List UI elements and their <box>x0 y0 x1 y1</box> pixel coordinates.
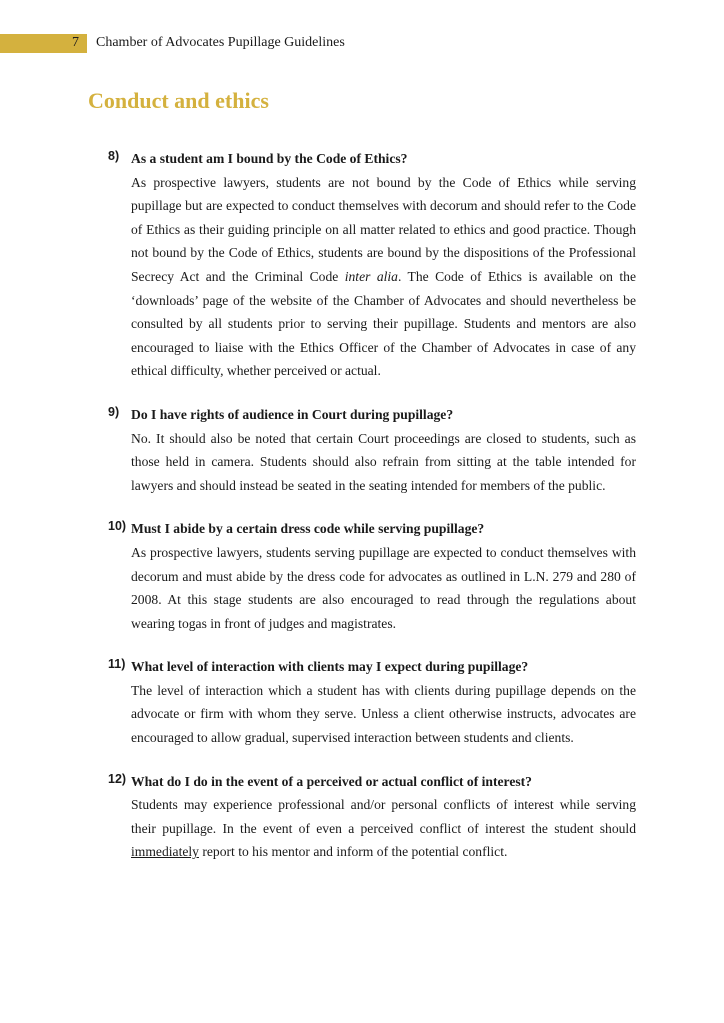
faq-answer <box>131 171 636 383</box>
faq-number: 11) <box>108 657 126 672</box>
faq-answer: The level of interaction which a student has with clients during pupillage depends on the advocate or firm with whom they serve. Unless a client otherwise instructs, advocates are encouraged to allow gradual, supervised interaction between students and clients. <box>131 682 636 746</box>
faq-number: 9) <box>108 404 120 419</box>
faq-answer <box>131 793 636 864</box>
answer-italic-text: inter alia <box>344 268 398 284</box>
running-header-title: Chamber of Advocates Pupillage Guidelines <box>96 35 345 50</box>
section-title: Conduct and ethics <box>88 88 269 113</box>
page-number: 7 <box>72 35 79 50</box>
answer-text: report to his mentor and inform of the potential conflict. <box>198 844 508 860</box>
faq-question: Must I abide by a certain dress code while serving pupillage? <box>131 521 485 537</box>
faq-number: 8) <box>108 149 120 163</box>
faq-question: What do I do in the event of a perceived or actual conflict of interest? <box>131 773 532 789</box>
faq-question: What level of interaction with clients may I expect during pupillage? <box>131 659 529 675</box>
faq-list <box>108 147 638 884</box>
faq-answer: No. It should also be noted that certain Court proceedings are closed to students, such as those held in camera. Students should also refrain from sitting at the table intended for lawyers and should instead be seated in the seating intended for members of the public. <box>131 430 636 493</box>
faq-question: As a student am I bound by the Code of Ethics? <box>131 151 408 166</box>
faq-item <box>108 517 638 635</box>
faq-question: Do I have rights of audience in Court during pupillage? <box>131 406 454 422</box>
faq-item <box>108 403 638 497</box>
faq-answer: As prospective lawyers, students serving pupillage are expected to conduct themselves with decorum and must abide by the dress code for advocates as outlined in L.N. 279 and 280 of 2008. At this stage students are also encouraged to read through the regulations about wearing togas in front of judges and magistrates. <box>131 544 636 631</box>
faq-item <box>108 655 638 749</box>
answer-text: Students may experience professional and/or personal conflicts of interest while serving their pupillage. In the event of even a perceived conflict of interest the student should <box>131 797 636 836</box>
faq-item <box>108 770 638 864</box>
faq-item <box>108 147 638 383</box>
header-accent-bar <box>0 34 87 53</box>
answer-text: As prospective lawyers, students are not bound by the Code of Ethics while serving pupillage but are expected to conduct themselves with decorum and should refer to the Code of Ethics as their guiding principle on all matter related to ethics and good practice. Though not bound by the Code of Ethics, students are bound by the dispositions of the Professional Secrecy Act and the Criminal Code <box>131 174 636 284</box>
answer-text: . The Code of Ethics is available on the ‘downloads’ page of the website of the Chamber of Advocates and should nevertheless be consulted by all students prior to serving their pupillage. Students and mentors are also encouraged to liaise with the Ethics Officer of the Chamber of Advocates in case of any ethical difficulty, whether perceived or actual. <box>131 268 636 379</box>
answer-underlined-text: immediately <box>131 844 199 860</box>
faq-number: 12) <box>108 771 127 786</box>
faq-number: 10) <box>108 519 127 534</box>
